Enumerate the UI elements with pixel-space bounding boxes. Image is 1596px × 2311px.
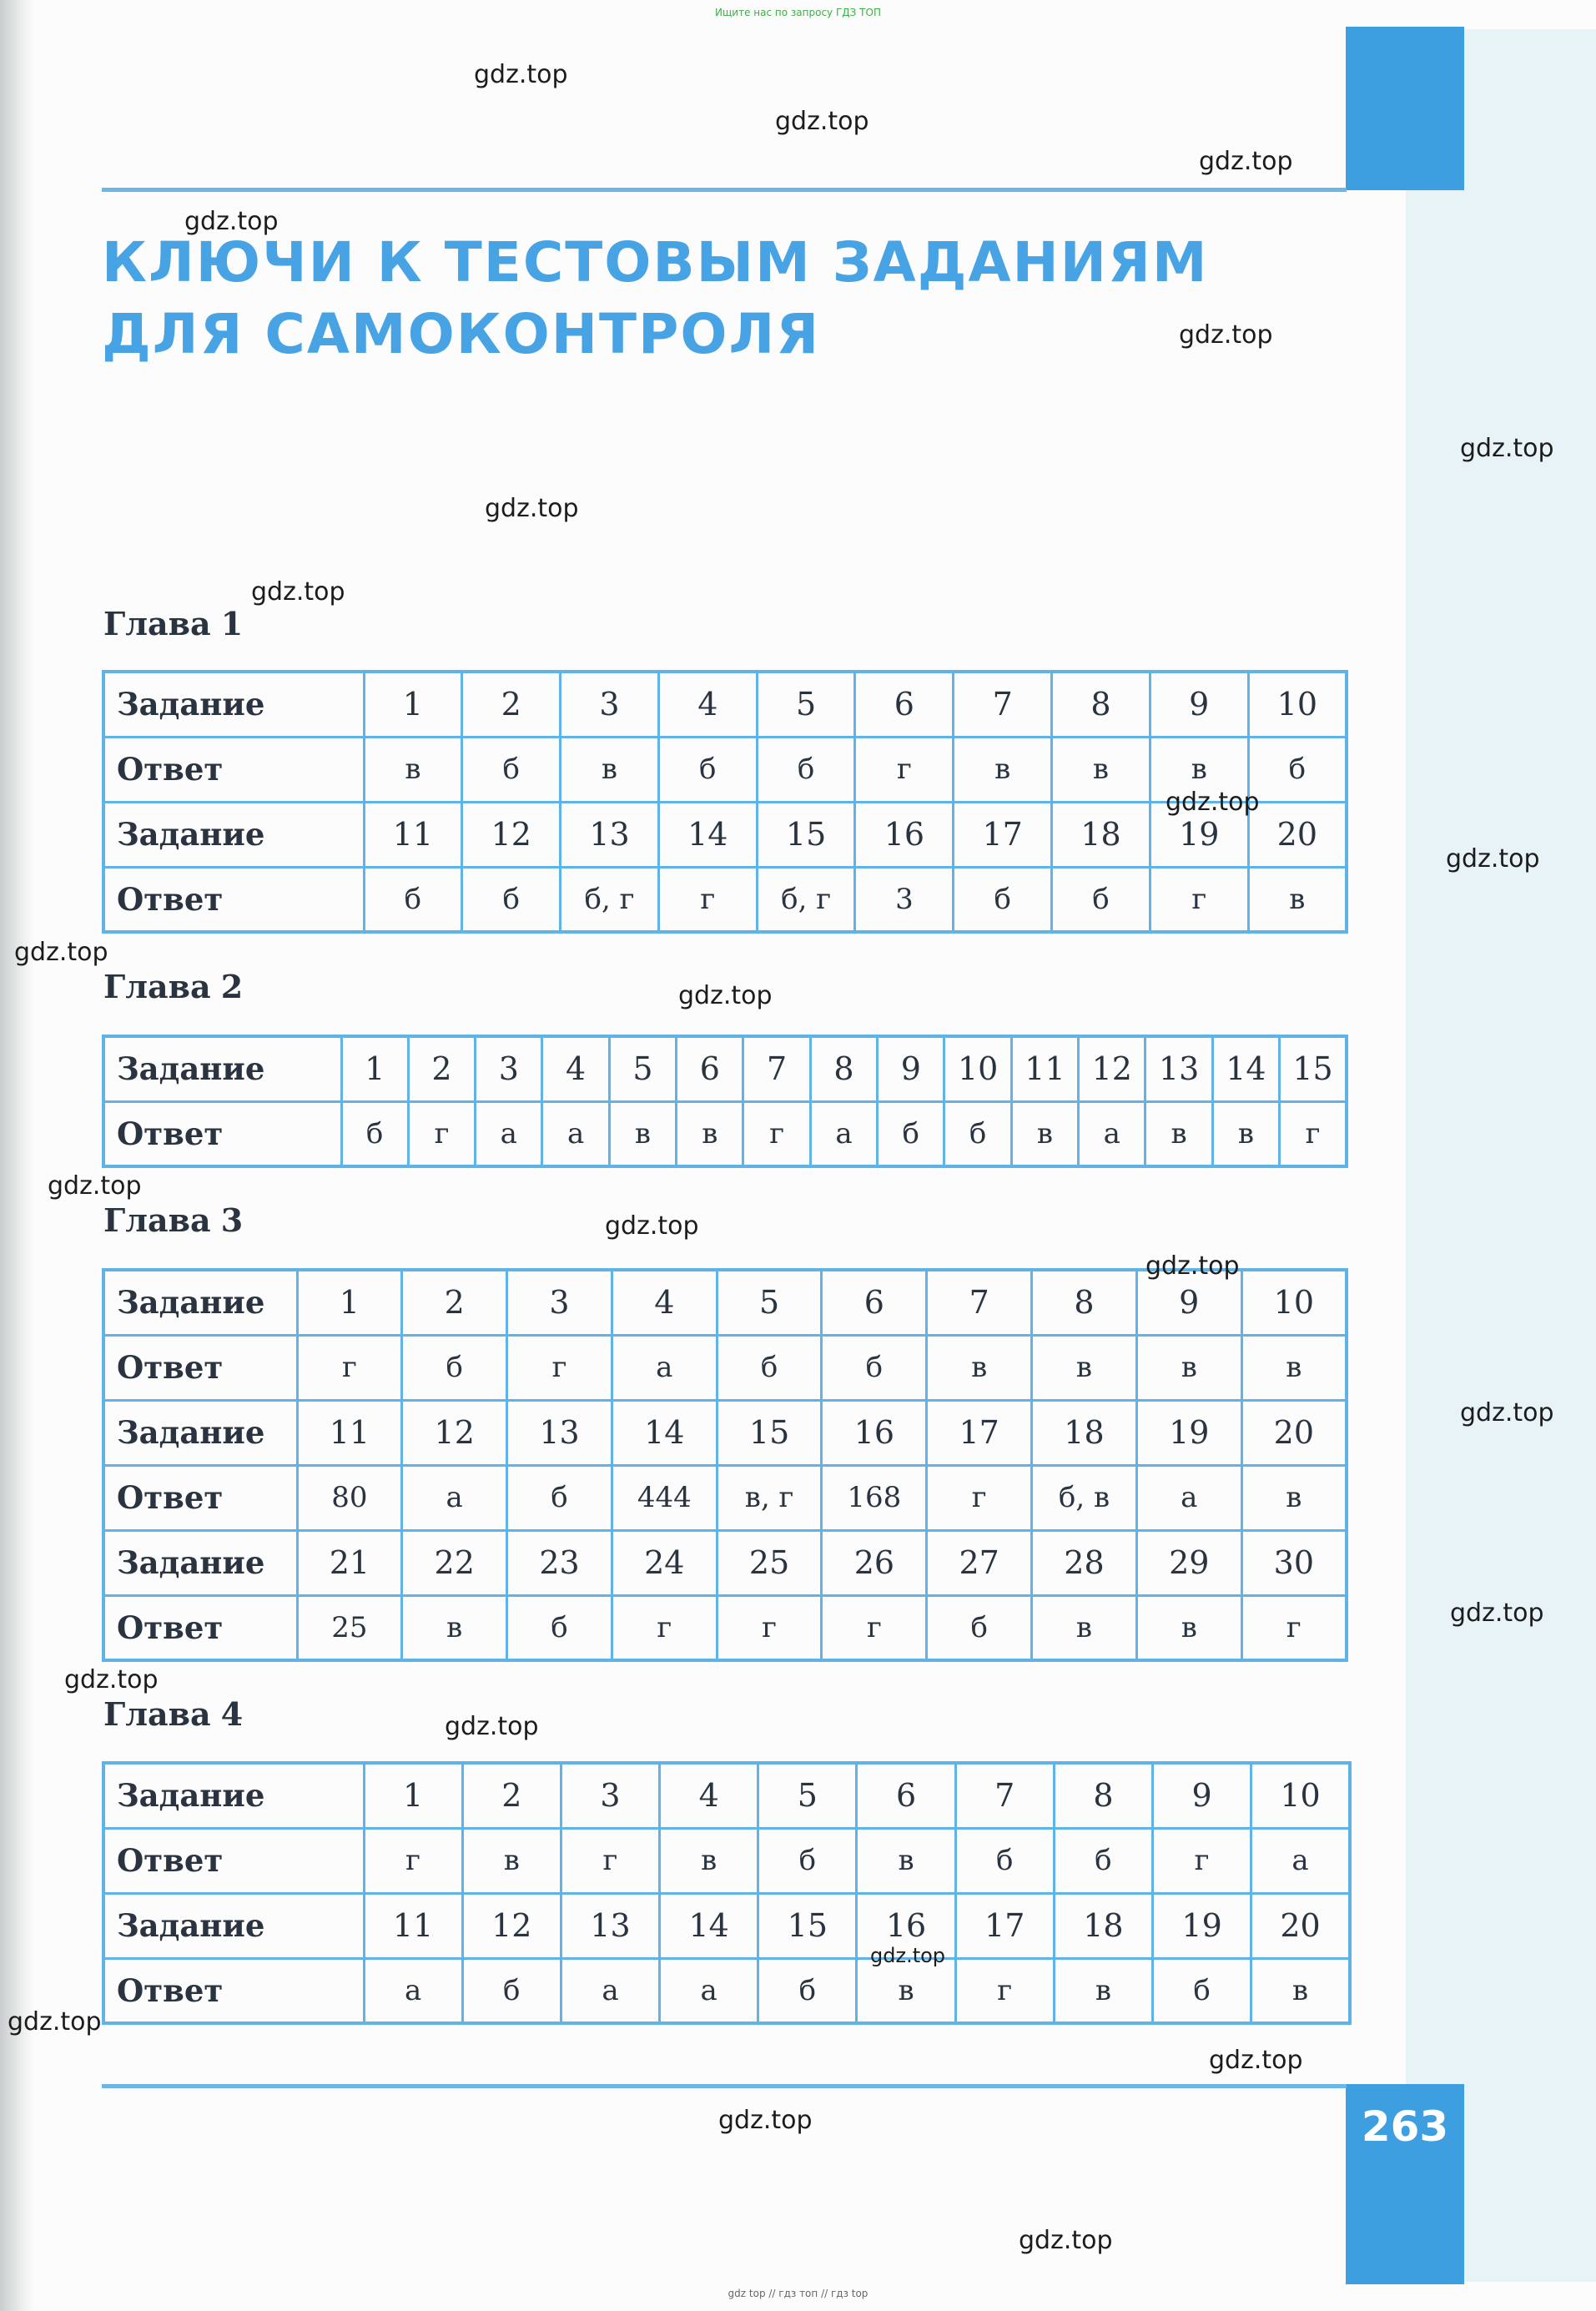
answer-cell: в: [1136, 1595, 1241, 1660]
task-number-cell: 12: [462, 802, 561, 867]
answer-cell: г: [408, 1101, 475, 1166]
task-number-cell: 18: [1032, 1400, 1137, 1465]
task-number-cell: 7: [954, 672, 1052, 737]
watermark-text: gdz.top: [1199, 147, 1293, 176]
task-number-cell: 24: [612, 1530, 717, 1595]
task-number-cell: 25: [717, 1530, 822, 1595]
answer-cell: 168: [822, 1465, 927, 1530]
top-note: Ищите нас по запросу ГДЗ ТОП: [715, 7, 881, 18]
task-number-cell: 10: [1241, 1270, 1347, 1335]
watermark-text: gdz.top: [775, 107, 869, 136]
answer-cell: б: [944, 1101, 1011, 1166]
answer-row-label: Ответ: [103, 1958, 364, 2023]
answer-row-label: Ответ: [103, 737, 364, 802]
answer-cell: в: [1032, 1335, 1137, 1400]
task-number-cell: 15: [758, 1893, 857, 1958]
answer-cell: г: [955, 1958, 1054, 2023]
watermark-text: gdz.top: [64, 1665, 159, 1694]
watermark-text: gdz.top: [1450, 1599, 1544, 1628]
task-number-row: [103, 1530, 1347, 1595]
chapter-number: 1: [220, 605, 244, 642]
watermark-text: gdz.top: [870, 1944, 946, 1967]
task-number-cell: 9: [1136, 1270, 1241, 1335]
chapter-word: Глава: [103, 1201, 211, 1239]
answer-row: [103, 1335, 1347, 1400]
task-number-cell: 14: [1212, 1036, 1279, 1101]
watermark-text: gdz.top: [1019, 2226, 1113, 2255]
answer-cell: г: [612, 1595, 717, 1660]
task-number-cell: 6: [855, 672, 954, 737]
answer-cell: в: [1241, 1335, 1347, 1400]
answer-cell: а: [476, 1101, 542, 1166]
answer-cell: б: [341, 1101, 408, 1166]
answer-cell: г: [743, 1101, 810, 1166]
task-number-cell: 9: [1150, 672, 1248, 737]
task-number-cell: 18: [1054, 1893, 1152, 1958]
task-number-cell: 3: [561, 1763, 659, 1828]
task-number-cell: 23: [507, 1530, 612, 1595]
answer-cell: 80: [297, 1465, 402, 1530]
answer-cell: б, г: [561, 867, 659, 932]
answer-cell: г: [1150, 867, 1248, 932]
task-number-cell: 14: [660, 1893, 758, 1958]
task-row-label: Задание: [103, 1763, 364, 1828]
task-number-cell: 7: [955, 1763, 1054, 1828]
answer-cell: в: [954, 737, 1052, 802]
watermark-text: gdz.top: [184, 207, 279, 236]
answer-row: [103, 1101, 1347, 1166]
watermark-text: gdz.top: [1145, 1251, 1240, 1281]
answer-cell: г: [1280, 1101, 1347, 1166]
answer-cell: в: [1136, 1335, 1241, 1400]
answer-cell: а: [542, 1101, 609, 1166]
answer-cell: б: [507, 1595, 612, 1660]
footer-rule: [102, 2084, 1347, 2088]
task-number-cell: 3: [507, 1270, 612, 1335]
answer-cell: в: [561, 737, 659, 802]
task-number-cell: 1: [364, 1763, 462, 1828]
task-number-cell: 7: [927, 1270, 1032, 1335]
page-title-line: КЛЮЧИ К ТЕСТОВЫМ ЗАДАНИЯМ: [102, 230, 1209, 295]
answer-cell: в, г: [717, 1465, 822, 1530]
page-number: 263: [1361, 2102, 1449, 2151]
answer-cell: 444: [612, 1465, 717, 1530]
answer-cell: б: [1054, 1828, 1152, 1893]
task-number-cell: 10: [944, 1036, 1011, 1101]
task-number-cell: 8: [1032, 1270, 1137, 1335]
task-number-cell: 4: [542, 1036, 609, 1101]
task-row-label: Задание: [103, 1270, 297, 1335]
task-number-cell: 13: [561, 1893, 659, 1958]
answer-cell: г: [658, 867, 757, 932]
answer-cell: в: [1241, 1465, 1347, 1530]
answer-row-label: Ответ: [103, 867, 364, 932]
task-number-cell: 30: [1241, 1530, 1347, 1595]
right-margin-panel: [1406, 29, 1596, 2282]
answer-cell: а: [1136, 1465, 1241, 1530]
watermark-text: gdz.top: [1179, 320, 1273, 350]
answer-row: [103, 1958, 1350, 2023]
task-number-cell: 5: [757, 672, 855, 737]
task-number-cell: 26: [822, 1530, 927, 1595]
chapter-number: 2: [220, 968, 244, 1005]
task-number-cell: 15: [717, 1400, 822, 1465]
answer-cell: б: [402, 1335, 507, 1400]
task-number-cell: 3: [476, 1036, 542, 1101]
task-number-cell: 12: [462, 1893, 561, 1958]
watermark-text: gdz.top: [1166, 788, 1260, 817]
answer-row-label: Ответ: [103, 1828, 364, 1893]
chapter-word: Глава: [103, 605, 211, 642]
task-number-cell: 10: [1248, 672, 1347, 737]
task-number-cell: 5: [609, 1036, 676, 1101]
task-number-cell: 22: [402, 1530, 507, 1595]
task-number-cell: 4: [658, 672, 757, 737]
task-number-cell: 7: [743, 1036, 810, 1101]
answer-cell: в: [1212, 1101, 1279, 1166]
task-number-cell: 17: [927, 1400, 1032, 1465]
task-number-cell: 20: [1241, 1400, 1347, 1465]
chapter-heading-2: [103, 968, 243, 1005]
answer-cell: а: [1079, 1101, 1145, 1166]
answer-cell: б: [927, 1595, 1032, 1660]
answer-cell: г: [1241, 1595, 1347, 1660]
task-number-row: [103, 1763, 1350, 1828]
answer-cell: в: [1145, 1101, 1212, 1166]
answer-key-table-chapter-1: [102, 670, 1348, 934]
chapter-heading-3: [103, 1201, 243, 1239]
page-title: [102, 227, 1209, 370]
answer-cell: в: [609, 1101, 676, 1166]
task-number-cell: 8: [810, 1036, 877, 1101]
answer-cell: б: [462, 867, 561, 932]
task-number-cell: 21: [297, 1530, 402, 1595]
answer-row-label: Ответ: [103, 1335, 297, 1400]
task-number-cell: 2: [402, 1270, 507, 1335]
answer-row: [103, 1465, 1347, 1530]
answer-cell: б, в: [1032, 1465, 1137, 1530]
chapter-word: Глава: [103, 968, 211, 1005]
task-number-cell: 11: [364, 802, 462, 867]
task-number-row: [103, 1893, 1350, 1958]
task-row-label: Задание: [103, 1893, 364, 1958]
answer-cell: г: [717, 1595, 822, 1660]
task-row-label: Задание: [103, 1036, 341, 1101]
answer-cell: в: [1054, 1958, 1152, 2023]
answer-cell: в: [462, 1828, 561, 1893]
chapter-number: 3: [220, 1201, 244, 1239]
watermark-text: gdz.top: [8, 2007, 102, 2037]
answer-cell: 3: [855, 867, 954, 932]
watermark-text: gdz.top: [1209, 2046, 1303, 2075]
task-number-cell: 5: [758, 1763, 857, 1828]
watermark-text: gdz.top: [1446, 844, 1540, 874]
task-number-cell: 9: [878, 1036, 944, 1101]
task-number-row: [103, 1036, 1347, 1101]
task-number-cell: 6: [857, 1763, 955, 1828]
answer-cell: г: [1153, 1828, 1251, 1893]
watermark-text: gdz.top: [14, 938, 108, 967]
answer-cell: г: [561, 1828, 659, 1893]
answer-cell: в: [1032, 1595, 1137, 1660]
answer-cell: б: [1248, 737, 1347, 802]
answer-key-table-chapter-3: [102, 1268, 1348, 1662]
task-number-cell: 2: [408, 1036, 475, 1101]
task-number-row: [103, 802, 1347, 867]
answer-cell: в: [1011, 1101, 1078, 1166]
task-number-cell: 17: [954, 802, 1052, 867]
answer-cell: а: [1251, 1828, 1350, 1893]
top-color-tab: [1346, 27, 1464, 190]
answer-cell: в: [677, 1101, 743, 1166]
task-number-cell: 1: [364, 672, 462, 737]
answer-cell: а: [612, 1335, 717, 1400]
task-number-cell: 15: [757, 802, 855, 867]
task-number-cell: 12: [1079, 1036, 1145, 1101]
watermark-text: gdz.top: [485, 494, 579, 523]
answer-cell: б: [758, 1958, 857, 2023]
answer-cell: б: [507, 1465, 612, 1530]
task-number-cell: 28: [1032, 1530, 1137, 1595]
chapter-number: 4: [220, 1695, 244, 1733]
chapter-heading-1: [103, 605, 243, 642]
task-number-cell: 13: [561, 802, 659, 867]
task-number-cell: 19: [1153, 1893, 1251, 1958]
answer-cell: а: [660, 1958, 758, 2023]
answer-cell: б: [462, 1958, 561, 2023]
watermark-text: gdz.top: [474, 60, 568, 89]
answer-cell: а: [561, 1958, 659, 2023]
task-number-cell: 20: [1248, 802, 1347, 867]
task-number-cell: 2: [462, 1763, 561, 1828]
answer-cell: б: [462, 737, 561, 802]
watermark-text: gdz.top: [251, 577, 345, 607]
task-number-cell: 13: [1145, 1036, 1212, 1101]
answer-cell: в: [857, 1828, 955, 1893]
task-number-cell: 18: [1052, 802, 1150, 867]
task-number-cell: 9: [1153, 1763, 1251, 1828]
answer-row: [103, 1828, 1350, 1893]
task-number-row: [103, 672, 1347, 737]
answer-cell: г: [297, 1335, 402, 1400]
answer-cell: б, г: [757, 867, 855, 932]
task-number-cell: 13: [507, 1400, 612, 1465]
chapter-heading-4: [103, 1695, 243, 1733]
watermark-text: gdz.top: [678, 981, 773, 1010]
answer-cell: б: [955, 1828, 1054, 1893]
answer-cell: б: [658, 737, 757, 802]
page-title-line: ДЛЯ САМОКОНТРОЛЯ: [102, 302, 821, 366]
watermark-text: gdz.top: [48, 1171, 142, 1201]
answer-cell: в: [1248, 867, 1347, 932]
answer-row-label: Ответ: [103, 1465, 297, 1530]
task-number-cell: 3: [561, 672, 659, 737]
book-spine-shadow: [0, 0, 33, 2311]
answer-cell: г: [927, 1465, 1032, 1530]
task-number-cell: 11: [297, 1400, 402, 1465]
task-number-cell: 1: [341, 1036, 408, 1101]
task-number-cell: 29: [1136, 1530, 1241, 1595]
bottom-note: gdz top // гдз топ // гдз top: [728, 2288, 868, 2299]
answer-cell: в: [364, 737, 462, 802]
task-row-label: Задание: [103, 672, 364, 737]
answer-cell: б: [758, 1828, 857, 1893]
answer-key-table-chapter-4: [102, 1761, 1352, 2025]
answer-key-table-chapter-2: [102, 1035, 1348, 1168]
answer-cell: б: [1052, 867, 1150, 932]
answer-cell: в: [402, 1595, 507, 1660]
answer-cell: г: [822, 1595, 927, 1660]
watermark-text: gdz.top: [445, 1712, 539, 1741]
task-number-cell: 14: [612, 1400, 717, 1465]
watermark-text: gdz.top: [718, 2106, 813, 2135]
task-number-cell: 11: [1011, 1036, 1078, 1101]
task-number-cell: 16: [855, 802, 954, 867]
answer-cell: в: [1150, 737, 1248, 802]
watermark-text: gdz.top: [1460, 1398, 1554, 1427]
task-number-cell: 15: [1280, 1036, 1347, 1101]
task-number-cell: 19: [1150, 802, 1248, 867]
answer-row-label: Ответ: [103, 1595, 297, 1660]
answer-cell: б: [717, 1335, 822, 1400]
watermark-text: gdz.top: [1460, 434, 1554, 463]
watermark-text: gdz.top: [605, 1211, 699, 1241]
header-rule: [102, 188, 1347, 192]
answer-cell: г: [364, 1828, 462, 1893]
answer-cell: б: [364, 867, 462, 932]
answer-cell: а: [810, 1101, 877, 1166]
task-number-cell: 6: [822, 1270, 927, 1335]
answer-row: [103, 737, 1347, 802]
task-row-label: Задание: [103, 802, 364, 867]
task-row-label: Задание: [103, 1400, 297, 1465]
answer-cell: б: [954, 867, 1052, 932]
answer-cell: 25: [297, 1595, 402, 1660]
answer-cell: в: [660, 1828, 758, 1893]
task-row-label: Задание: [103, 1530, 297, 1595]
task-number-cell: 27: [927, 1530, 1032, 1595]
task-number-cell: 8: [1052, 672, 1150, 737]
answer-cell: в: [1251, 1958, 1350, 2023]
task-number-cell: 8: [1054, 1763, 1152, 1828]
task-number-cell: 12: [402, 1400, 507, 1465]
chapter-word: Глава: [103, 1695, 211, 1733]
task-number-cell: 2: [462, 672, 561, 737]
answer-cell: в: [857, 1958, 955, 2023]
task-number-cell: 10: [1251, 1763, 1350, 1828]
answer-cell: в: [1052, 737, 1150, 802]
answer-cell: б: [822, 1335, 927, 1400]
task-number-cell: 16: [857, 1893, 955, 1958]
answer-row-label: Ответ: [103, 1101, 341, 1166]
task-number-cell: 17: [955, 1893, 1054, 1958]
task-number-cell: 14: [658, 802, 757, 867]
answer-cell: в: [927, 1335, 1032, 1400]
answer-cell: б: [1153, 1958, 1251, 2023]
answer-cell: б: [878, 1101, 944, 1166]
answer-cell: а: [402, 1465, 507, 1530]
answer-cell: г: [507, 1335, 612, 1400]
task-number-cell: 1: [297, 1270, 402, 1335]
task-number-cell: 4: [612, 1270, 717, 1335]
answer-cell: г: [855, 737, 954, 802]
task-number-cell: 11: [364, 1893, 462, 1958]
task-number-cell: 20: [1251, 1893, 1350, 1958]
answer-row: [103, 867, 1347, 932]
task-number-cell: 4: [660, 1763, 758, 1828]
task-number-row: [103, 1400, 1347, 1465]
answer-row: [103, 1595, 1347, 1660]
answer-cell: б: [757, 737, 855, 802]
task-number-cell: 5: [717, 1270, 822, 1335]
answer-cell: а: [364, 1958, 462, 2023]
task-number-cell: 19: [1136, 1400, 1241, 1465]
task-number-cell: 16: [822, 1400, 927, 1465]
task-number-cell: 6: [677, 1036, 743, 1101]
